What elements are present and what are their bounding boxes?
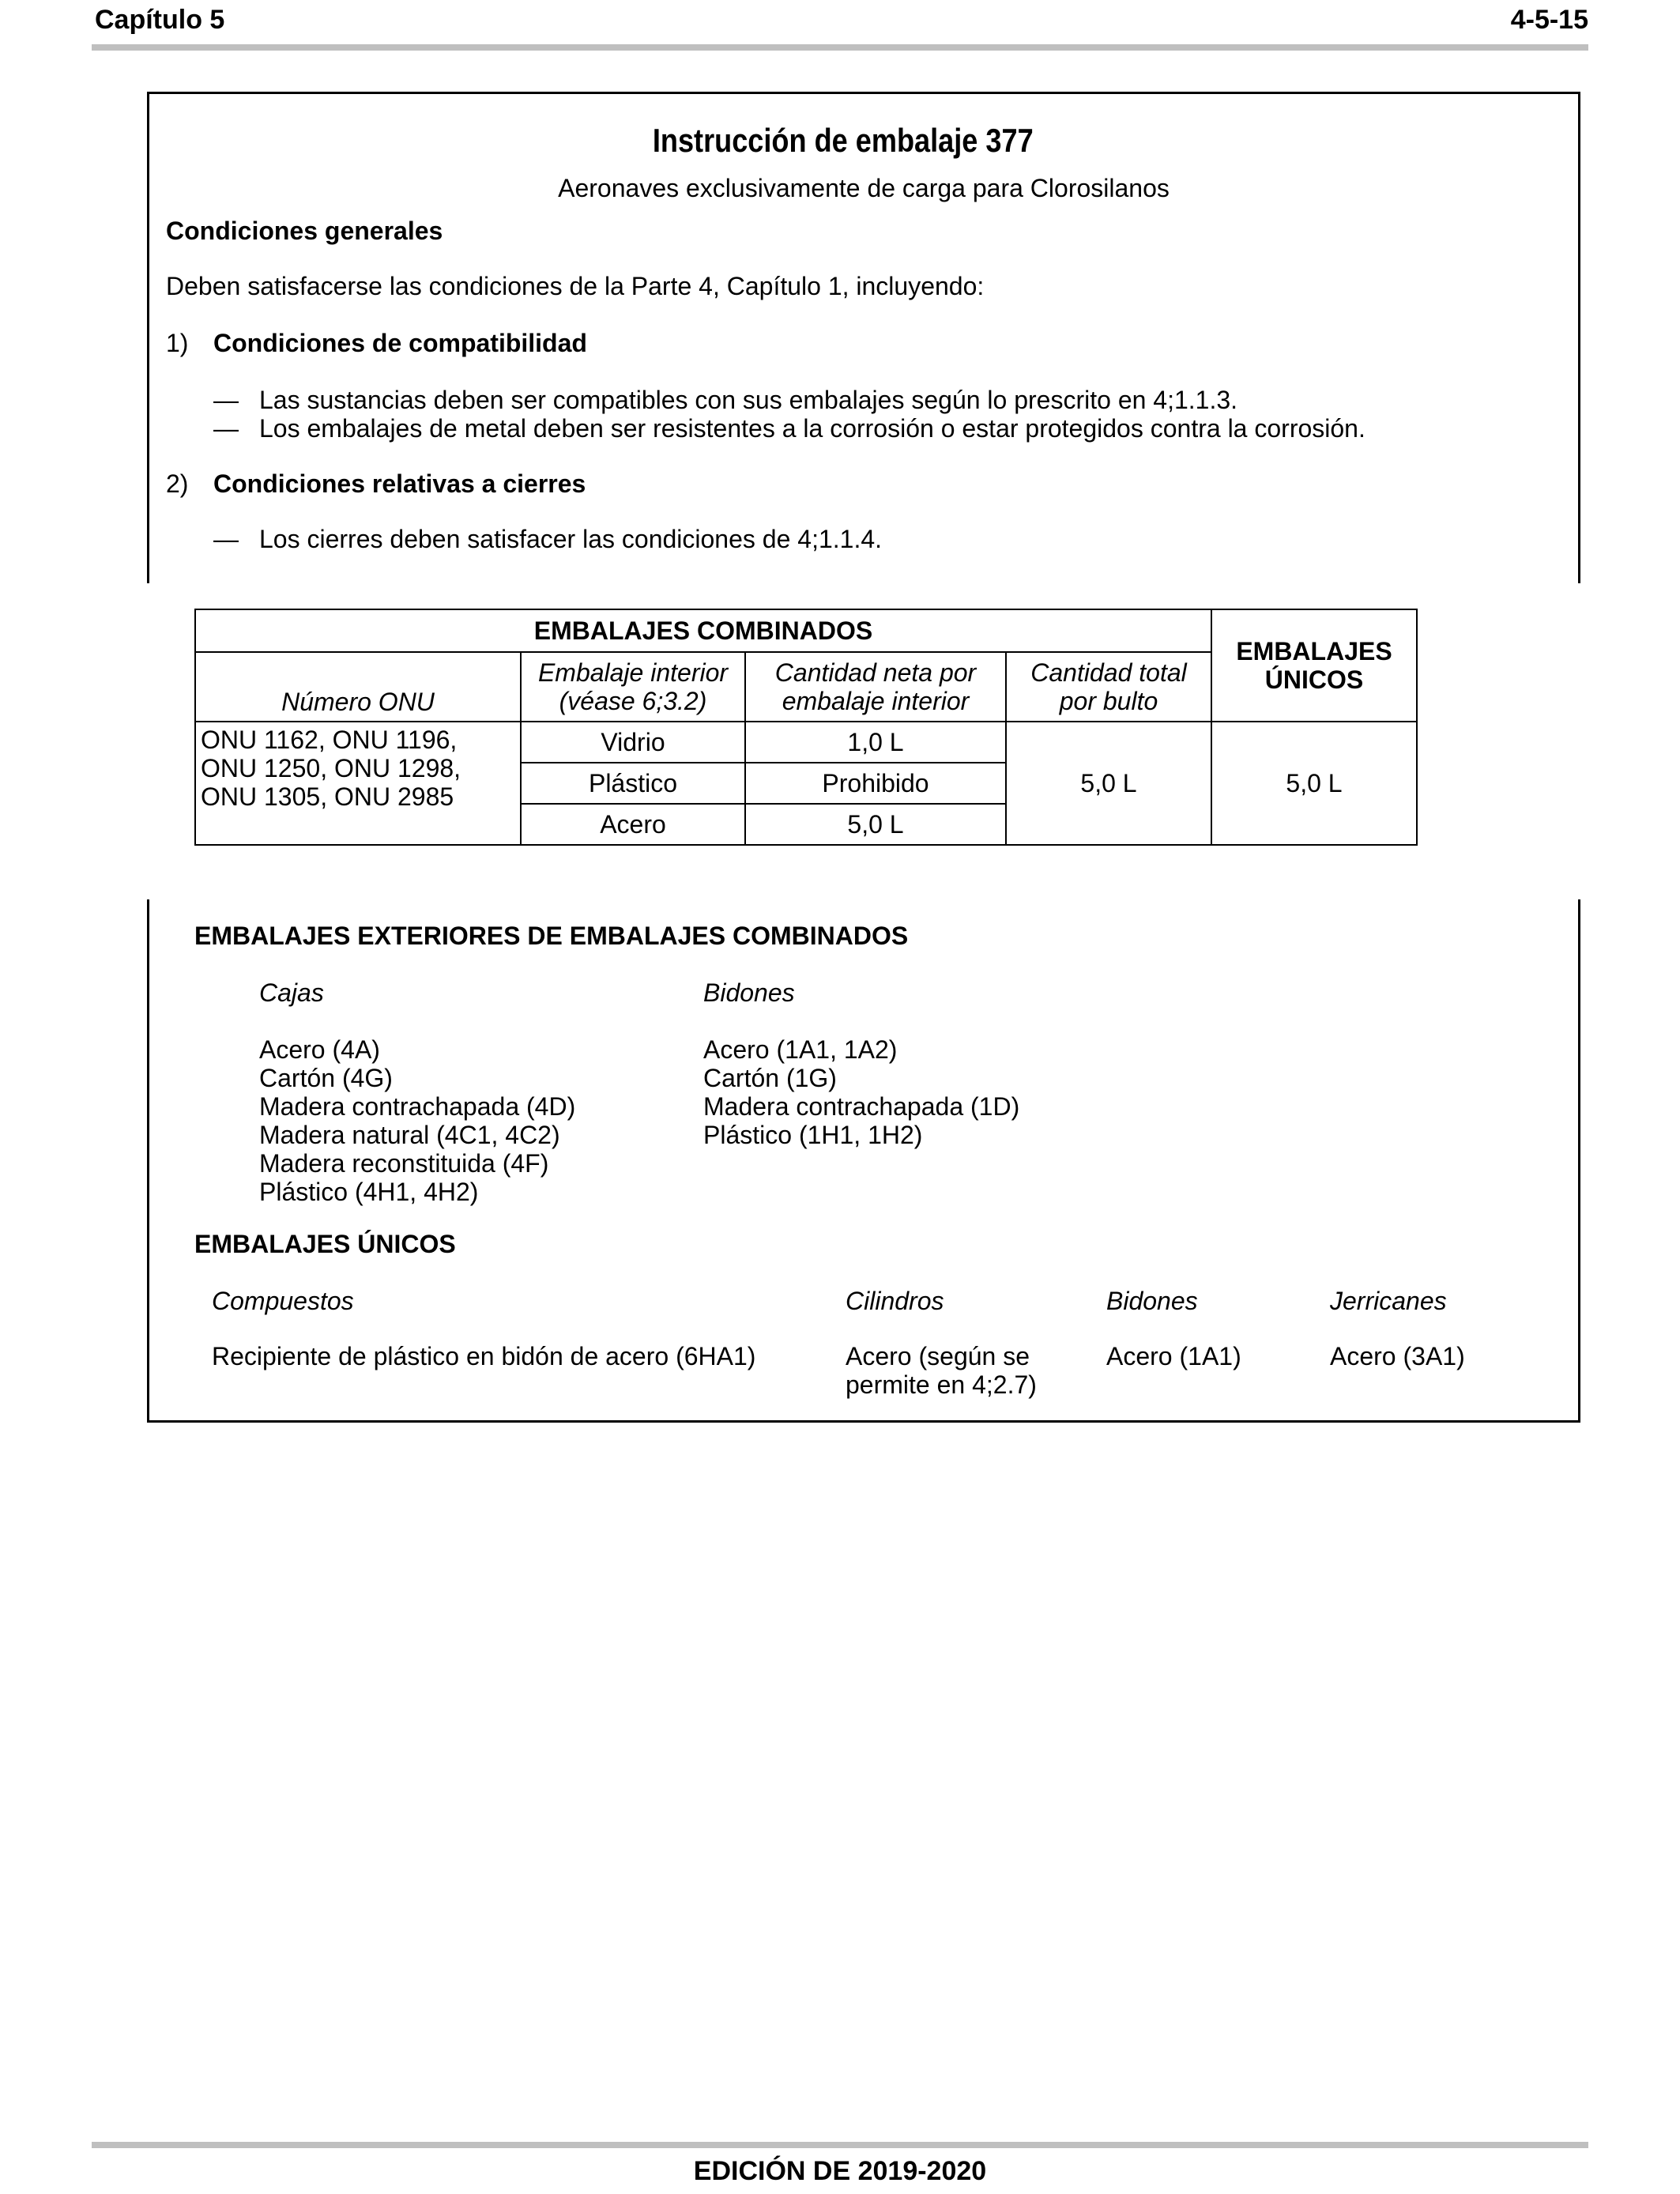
edition-label: EDICIÓN DE 2019-2020 — [693, 2156, 987, 2186]
table-row: 5,0 L — [745, 804, 1006, 845]
list-item: Cartón (1G) — [703, 1064, 837, 1092]
dash-icon: — — [213, 386, 239, 414]
list-item: Acero (1A1, 1A2) — [703, 1035, 898, 1064]
composites-label: Compuestos — [212, 1287, 354, 1315]
section-2-number: 2) — [166, 469, 189, 498]
list-item: Madera natural (4C1, 4C2) — [259, 1121, 560, 1149]
table-row: Acero — [521, 804, 745, 845]
section-1-item: Las sustancias deben ser compatibles con sus embalajes según lo prescrito en 4;1.1.3. — [259, 386, 1238, 414]
table-row: Prohibido — [745, 763, 1006, 804]
page-number: 4-5-15 — [1510, 5, 1588, 35]
chapter-label: Capítulo 5 — [95, 5, 225, 35]
col-total-quantity: Cantidad total por bulto — [1006, 652, 1211, 722]
packaging-table — [194, 609, 1418, 846]
general-intro: Deben satisfacerse las condiciones de la Parte 4, Capítulo 1, incluyendo: — [166, 272, 985, 300]
section-2-item: Los cierres deben satisfacer las condiciones de 4;1.1.4. — [259, 525, 883, 553]
list-item: Plástico (4H1, 4H2) — [259, 1178, 479, 1206]
instruction-subtitle: Aeronaves exclusivamente de carga para Clorosilanos — [558, 174, 1170, 202]
frame-gap-left — [145, 583, 151, 899]
un-numbers-cell: ONU 1162, ONU 1196, ONU 1250, ONU 1298, ONU 1305, ONU 2985 — [195, 722, 521, 845]
general-heading: Condiciones generales — [166, 217, 443, 245]
single-header: EMBALAJES ÚNICOS — [1211, 609, 1417, 722]
col-un-number: Número ONU — [195, 652, 521, 722]
list-item: Plástico (1H1, 1H2) — [703, 1121, 923, 1149]
section-1-number: 1) — [166, 329, 189, 357]
table-row: Plástico — [521, 763, 745, 804]
section-1-item: Los embalajes de metal deben ser resistentes a la corrosión o estar protegidos contra la corrosión. — [259, 414, 1365, 443]
boxes-list — [259, 1035, 575, 1206]
col-inner-packaging: Embalaje interior (véase 6;3.2) — [521, 652, 745, 722]
list-item: Cartón (4G) — [259, 1064, 393, 1092]
section-2-heading: Condiciones relativas a cierres — [213, 469, 586, 498]
list-item: Madera contrachapada (4D) — [259, 1092, 576, 1121]
boxes-label: Cajas — [259, 978, 324, 1007]
list-item: Madera reconstituida (4F) — [259, 1149, 549, 1178]
frame-gap-right — [1576, 583, 1583, 899]
footer-rule — [92, 2142, 1588, 2148]
drums-label: Bidones — [703, 978, 795, 1007]
jerricans-value: Acero (3A1) — [1330, 1342, 1465, 1370]
instruction-title: Instrucción de embalaje 377 — [652, 122, 1034, 159]
cylinders-label: Cilindros — [846, 1287, 944, 1315]
header-rule — [92, 44, 1588, 51]
drums-list — [703, 1035, 1019, 1149]
cylinders-value: Acero (según se permite en 4;2.7) — [846, 1342, 1037, 1399]
table-row: Vidrio — [521, 722, 745, 763]
single-heading: EMBALAJES ÚNICOS — [194, 1230, 456, 1258]
dash-icon: — — [213, 414, 239, 443]
composites-value: Recipiente de plástico en bidón de acero (6HA1) — [212, 1342, 756, 1370]
section-1-heading: Condiciones de compatibilidad — [213, 329, 587, 357]
single-drums-label: Bidones — [1106, 1287, 1198, 1315]
list-item: Madera contrachapada (1D) — [703, 1092, 1020, 1121]
col-net-quantity: Cantidad neta por embalaje interior — [745, 652, 1006, 722]
total-per-package: 5,0 L — [1006, 722, 1211, 845]
dash-icon: — — [213, 525, 239, 553]
single-drums-value: Acero (1A1) — [1106, 1342, 1241, 1370]
single-packaging-value: 5,0 L — [1211, 722, 1417, 845]
jerricans-label: Jerricanes — [1330, 1287, 1447, 1315]
list-item: Acero (4A) — [259, 1035, 380, 1064]
combined-header: EMBALAJES COMBINADOS — [195, 609, 1211, 652]
table-row: 1,0 L — [745, 722, 1006, 763]
outer-heading: EMBALAJES EXTERIORES DE EMBALAJES COMBINADOS — [194, 922, 909, 950]
